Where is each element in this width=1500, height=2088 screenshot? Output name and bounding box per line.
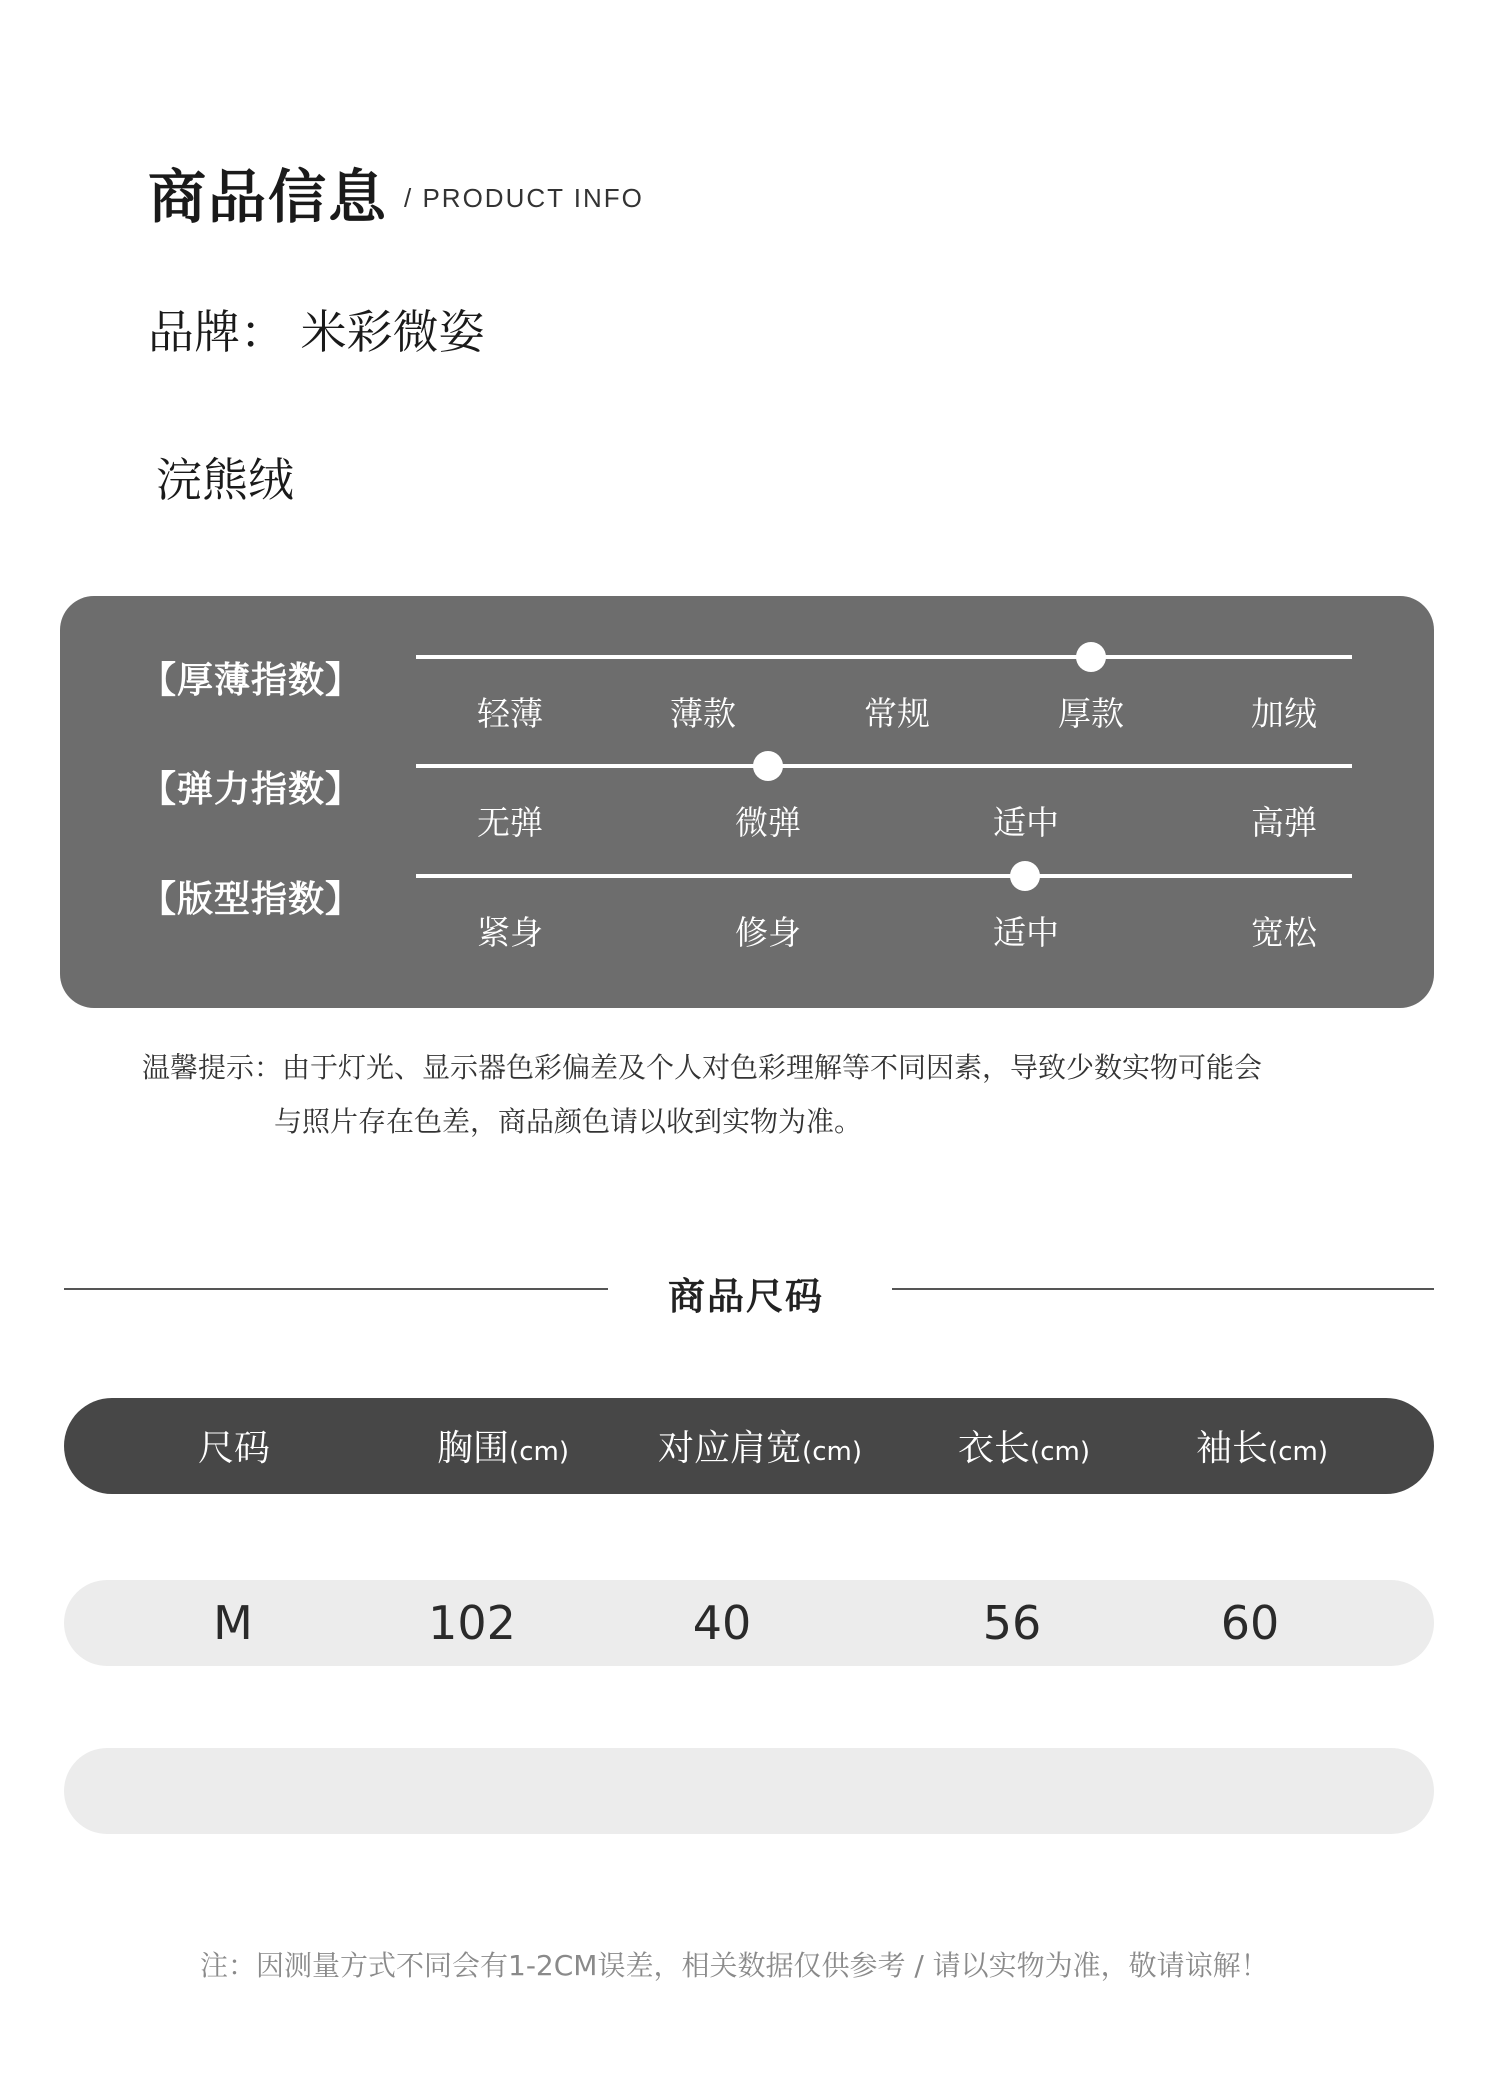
fit-option: 宽松	[1251, 913, 1317, 952]
thickness-option: 厚款	[1058, 694, 1124, 733]
divider-left	[64, 1288, 608, 1290]
measurement-footnote: 注：因测量方式不同会有1-2CM误差，相关数据仅供参考 / 请以实物为准，敬请谅解！	[200, 1949, 1269, 1982]
thickness-option: 常规	[864, 694, 930, 733]
header-chest: 胸围(cm)	[437, 1428, 569, 1469]
header-length: 衣长(cm)	[958, 1428, 1090, 1469]
elasticity-scale	[416, 764, 1352, 768]
elasticity-index-label: 【弹力指数】	[140, 769, 363, 810]
fit-option: 修身	[735, 913, 801, 952]
table-row-empty	[64, 1748, 1434, 1834]
fit-index-label: 【版型指数】	[140, 879, 363, 920]
thickness-scale	[416, 655, 1352, 659]
elasticity-option: 微弹	[735, 803, 801, 842]
divider-right	[892, 1288, 1434, 1290]
fit-scale	[416, 874, 1352, 878]
fit-knob	[1010, 861, 1040, 891]
fabric-text: 浣熊绒	[156, 453, 294, 507]
cell-size: M	[213, 1596, 253, 1650]
fit-option: 适中	[993, 913, 1059, 952]
page-subtitle: / PRODUCT INFO	[404, 183, 644, 213]
thickness-option: 轻薄	[477, 694, 543, 733]
thickness-index-label: 【厚薄指数】	[140, 660, 363, 701]
size-section-title: 商品尺码	[668, 1275, 824, 1318]
header-sleeve: 袖长(cm)	[1196, 1428, 1328, 1469]
color-note-line2: 与照片存在色差，商品颜色请以收到实物为准。	[274, 1105, 863, 1138]
thickness-option: 加绒	[1251, 694, 1317, 733]
elasticity-option: 适中	[993, 803, 1059, 842]
brand-text: 品牌： 米彩微姿	[148, 305, 485, 359]
thickness-knob	[1076, 642, 1106, 672]
cell-length: 56	[982, 1596, 1042, 1650]
thickness-option: 薄款	[670, 694, 736, 733]
header-size: 尺码	[197, 1428, 271, 1469]
elasticity-knob	[753, 751, 783, 781]
cell-shoulder: 40	[692, 1596, 752, 1650]
elasticity-option: 高弹	[1251, 803, 1317, 842]
cell-sleeve: 60	[1220, 1596, 1280, 1650]
elasticity-option: 无弹	[477, 803, 543, 842]
cell-chest: 102	[428, 1596, 516, 1650]
color-note-line1: 温馨提示：由于灯光、显示器色彩偏差及个人对色彩理解等不同因素，导致少数实物可能会	[142, 1051, 1263, 1084]
page-title: 商品信息	[148, 163, 389, 231]
header-shoulder: 对应肩宽(cm)	[658, 1428, 862, 1469]
fit-option: 紧身	[477, 913, 543, 952]
